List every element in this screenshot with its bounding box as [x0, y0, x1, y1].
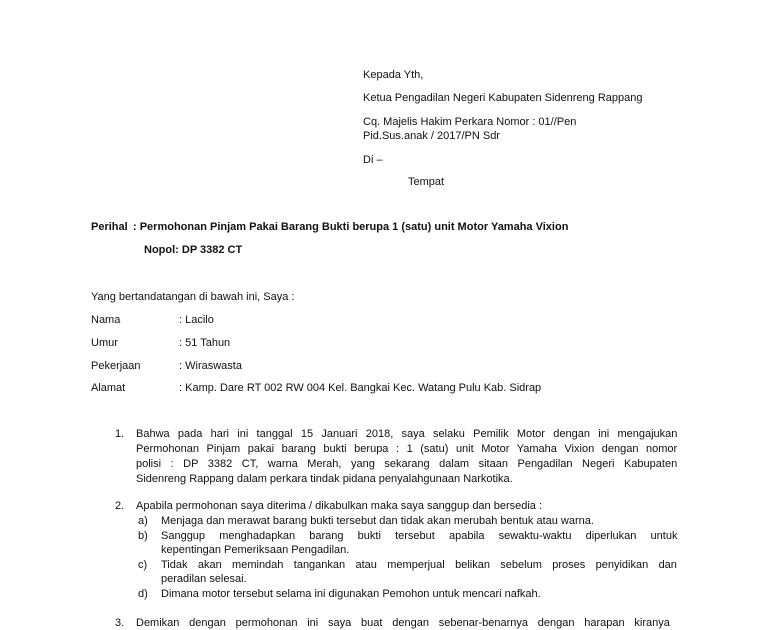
identity-value-umur: : 51 Tahun — [179, 337, 231, 349]
identity-label-pekerjaan: Pekerjaan — [91, 360, 141, 372]
list-number-1: 1. — [115, 428, 125, 440]
recipient-line-2: Cq. Majelis Hakim Perkara Nomor : 01//Pen — [363, 116, 577, 128]
identity-label-nama: Nama — [91, 314, 121, 326]
subitem-c-line-1: Tidak akan memindah tangankan atau memperjual belikan sebelum proses penyidikan dan — [161, 559, 677, 571]
subject-nopol: Nopol: DP 3382 CT — [144, 244, 243, 256]
di-label: Di – — [363, 154, 383, 166]
subitem-letter-a: a) — [138, 515, 148, 527]
subject-text: : Permohonan Pinjam Pakai Barang Bukti berupa 1 (satu) unit Motor Yamaha Vixion — [133, 221, 569, 233]
point-1-line-2: Permohonan Pinjam pakai barang bukti berupa : 1 (satu) unit Motor Yamaha Vixion dengan nomor — [136, 443, 678, 455]
subitem-d-line-1: Dimana motor tersebut selama ini digunakan Pemohon untuk mencari nafkah. — [161, 588, 541, 600]
recipient-line-3: Pid.Sus.anak / 2017/PN Sdr — [363, 130, 500, 142]
point-1-line-4: Sidenreng Rappang dalam perkara tindak pidana penyalahgunaan Narkotika. — [136, 473, 513, 485]
subitem-letter-c: c) — [138, 559, 148, 571]
subitem-b-line-2: kepentingan Pemeriksaan Pengadilan. — [161, 544, 350, 556]
recipient-line-1: Ketua Pengadilan Negeri Kabupaten Sidenreng Rappang — [363, 92, 643, 104]
subitem-a-line-1: Menjaga dan merawat barang bukti tersebut dan tidak akan merubah bentuk atau warna. — [161, 515, 594, 527]
point-1-line-1: Bahwa pada hari ini tanggal 15 Januari 2018, saya selaku Pemilik Motor dengan ini mengajukan — [136, 428, 678, 440]
subitem-c-line-2: peradilan selesai. — [161, 573, 247, 585]
identity-value-alamat: : Kamp. Dare RT 002 RW 004 Kel. Bangkai Kec. Watang Pulu Kab. Sidrap — [179, 382, 542, 394]
subitem-b-line-1: Sanggup menghadapkan barang bukti tersebut apabila sewaktu-waktu diperlukan untuk — [161, 530, 678, 542]
tempat-label: Tempat — [408, 176, 445, 188]
subitem-letter-d: d) — [138, 588, 148, 600]
identity-value-nama: : Lacilo — [179, 314, 214, 326]
identity-label-alamat: Alamat — [91, 382, 126, 394]
list-number-3: 3. — [115, 617, 125, 629]
point-2-text: Apabila permohonan saya diterima / dikabulkan maka saya sanggup dan bersedia : — [136, 500, 543, 512]
subitem-letter-b: b) — [138, 530, 148, 542]
subject-label: Perihal — [91, 221, 128, 233]
list-number-2: 2. — [115, 500, 125, 512]
identity-label-umur: Umur — [91, 337, 118, 349]
point-3-line-1: Demikan dengan permohonan ini saya buat dengan sebenar-benarnya dengan harapan kiranya — [136, 617, 670, 629]
greeting: Kepada Yth, — [363, 69, 424, 81]
identity-value-pekerjaan: : Wiraswasta — [179, 360, 242, 372]
point-1-line-3: polisi : DP 3382 CT, warna Merah, yang sekarang dalam sitaan Pengadilan Negeri Kabupaten — [136, 458, 678, 470]
intro-text: Yang bertandatangan di bawah ini, Saya : — [91, 291, 295, 303]
